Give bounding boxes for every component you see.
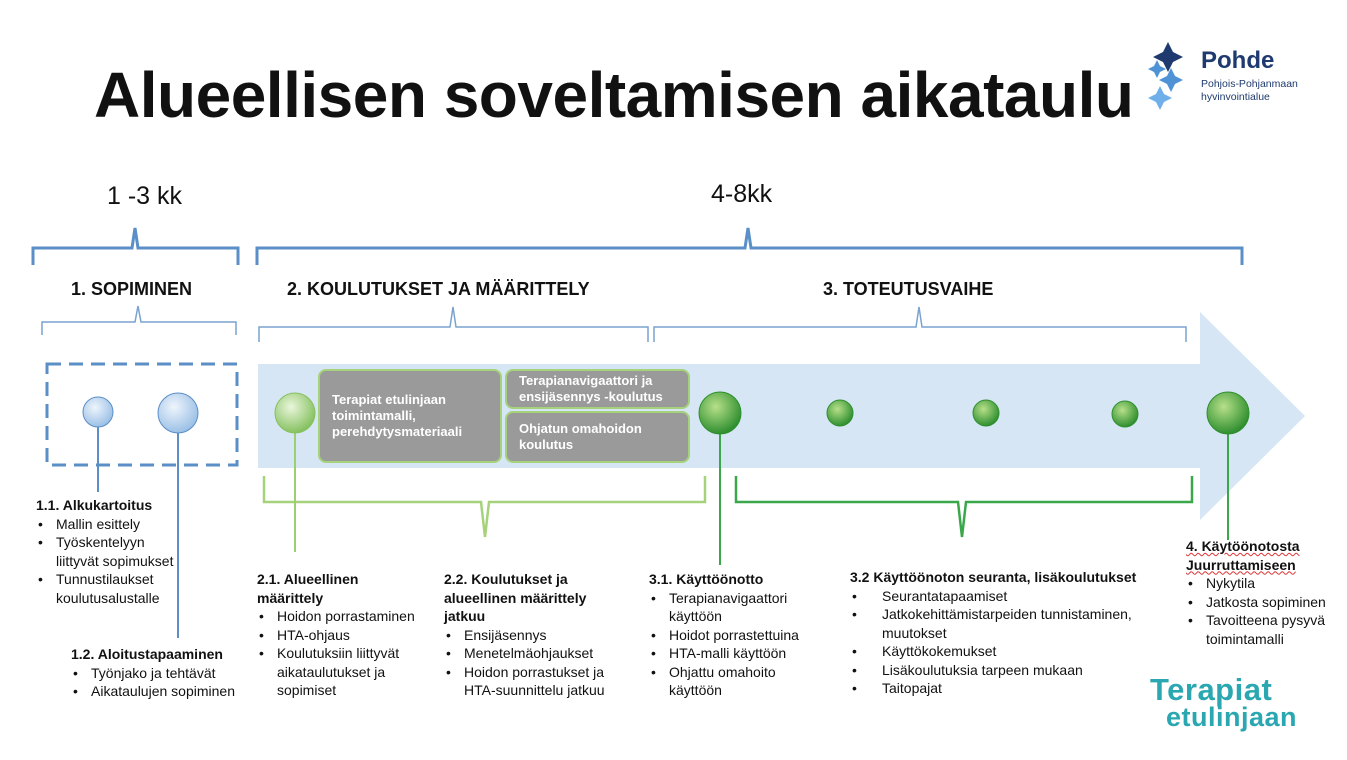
pohde-logo-mark — [1148, 42, 1183, 110]
box-terapianavigaattori: Terapianavigaattori ja ensijäsennys -koulutus — [505, 369, 690, 409]
brace-koulutukset — [264, 476, 705, 537]
list-item: • Käyttökokemukset — [850, 642, 1170, 661]
list-item: • HTA-ohjaus — [257, 626, 427, 645]
milestone-1-1-circle — [83, 397, 113, 427]
step-4-heading-2: Juurruttamiseen — [1186, 556, 1296, 573]
list-item: • HTA-malli käyttöön — [649, 644, 824, 663]
list-item: • Aikataulujen sopiminen — [71, 682, 256, 701]
list-item: • Seurantatapaamiset — [850, 587, 1170, 606]
followup-circle-1 — [827, 400, 853, 426]
step-3-2-heading: 3.2 Käyttöönoton seuranta, lisäkoulutukset — [850, 569, 1137, 585]
step-4-heading-1: 4. Käytöönotosta — [1186, 538, 1300, 554]
page-title: Alueellisen soveltamisen aikataulu — [94, 59, 1134, 131]
step-3-1 — [649, 570, 824, 700]
followup-circle-2 — [973, 400, 999, 426]
list-item: • Jatkosta sopiminen — [1186, 593, 1341, 612]
period-4-8kk: 4-8kk — [711, 180, 773, 208]
sopiminen-dashed-box — [47, 364, 237, 465]
list-item: • Koulutuksiin liittyvät aikataulutukset ja sopimiset — [257, 644, 427, 700]
list-item: • Tavoitteena pysyvä toimintamalli — [1186, 611, 1341, 648]
terapiat-logo-line2: etulinjaan — [1166, 702, 1298, 732]
list-item: • Työnjako ja tehtävät — [71, 664, 256, 683]
list-item: • Mallin esittely — [36, 515, 186, 534]
list-item: • Taitopajat — [850, 679, 1170, 698]
brace-phase-2 — [259, 307, 648, 342]
pohde-logo-subtitle-2: hyvinvointialue — [1201, 91, 1270, 103]
phase-sopiminen: 1. SOPIMINEN — [71, 279, 193, 299]
step-3-2 — [850, 568, 1170, 698]
milestone-3-1-circle — [699, 392, 741, 434]
brace-4-8kk — [257, 228, 1242, 265]
list-item: • Hoidon porrastukset ja HTA-suunnittelu jatkuu — [444, 663, 629, 700]
list-item: • Hoidot porrastettuina — [649, 626, 824, 645]
step-2-2-heading: 2.2. Koulutukset ja alueellinen määrittely jatkuu — [444, 571, 587, 624]
brace-phase-3 — [654, 307, 1186, 342]
step-3-1-heading: 3.1. Käyttöönotto — [649, 571, 764, 587]
step-1-2-heading: 1.2. Aloitustapaaminen — [71, 646, 223, 662]
phase-koulutukset: 2. KOULUTUKSET JA MÄÄRITTELY — [287, 279, 590, 299]
list-item: • Terapianavigaattori käyttöön — [649, 589, 824, 626]
step-2-1 — [257, 570, 427, 700]
list-item: • Ohjattu omahoito käyttöön — [649, 663, 824, 700]
milestone-4-circle — [1207, 392, 1249, 434]
box-toimintamalli: Terapiat etulinjaan toimintamalli, perehdytysmateriaali — [318, 369, 502, 463]
pohde-logo-name: Pohde — [1201, 47, 1275, 74]
list-item: • Lisäkoulutuksia tarpeen mukaan — [850, 661, 1170, 680]
brace-phase-1 — [42, 306, 236, 335]
list-item: • Jatkokehittämistarpeiden tunnistaminen, muutokset — [850, 605, 1170, 642]
step-1-1-heading: 1.1. Alkukartoitus — [36, 497, 153, 513]
list-item: • Menetelmäohjaukset — [444, 644, 629, 663]
list-item: • Ensijäsennys — [444, 626, 629, 645]
step-1-1 — [36, 496, 186, 607]
phase-toteutusvaihe: 3. TOTEUTUSVAIHE — [823, 279, 994, 299]
step-4 — [1186, 537, 1341, 648]
pohde-logo-subtitle-1: Pohjois-Pohjanmaan — [1201, 78, 1298, 90]
step-2-2 — [444, 570, 629, 700]
terapiat-logo-line1: Terapiat — [1150, 672, 1273, 707]
followup-circle-3 — [1112, 401, 1138, 427]
brace-toteutus — [736, 476, 1192, 537]
list-item: • Tunnustilaukset koulutusalustalle — [36, 570, 186, 607]
list-item: • Työskentelyyn liittyvät sopimukset — [36, 533, 186, 570]
step-1-2 — [71, 645, 256, 701]
brace-1-3kk — [33, 228, 238, 265]
box-omahoito: Ohjatun omahoidon koulutus — [505, 411, 690, 463]
period-1-3kk: 1 -3 kk — [107, 182, 183, 210]
milestone-1-2-circle — [158, 393, 198, 433]
step-2-1-heading: 2.1. Alueellinen määrittely — [257, 571, 359, 606]
milestone-2-1-circle — [275, 393, 315, 433]
list-item: • Hoidon porrastaminen — [257, 607, 427, 626]
list-item: • Nykytila — [1186, 574, 1341, 593]
